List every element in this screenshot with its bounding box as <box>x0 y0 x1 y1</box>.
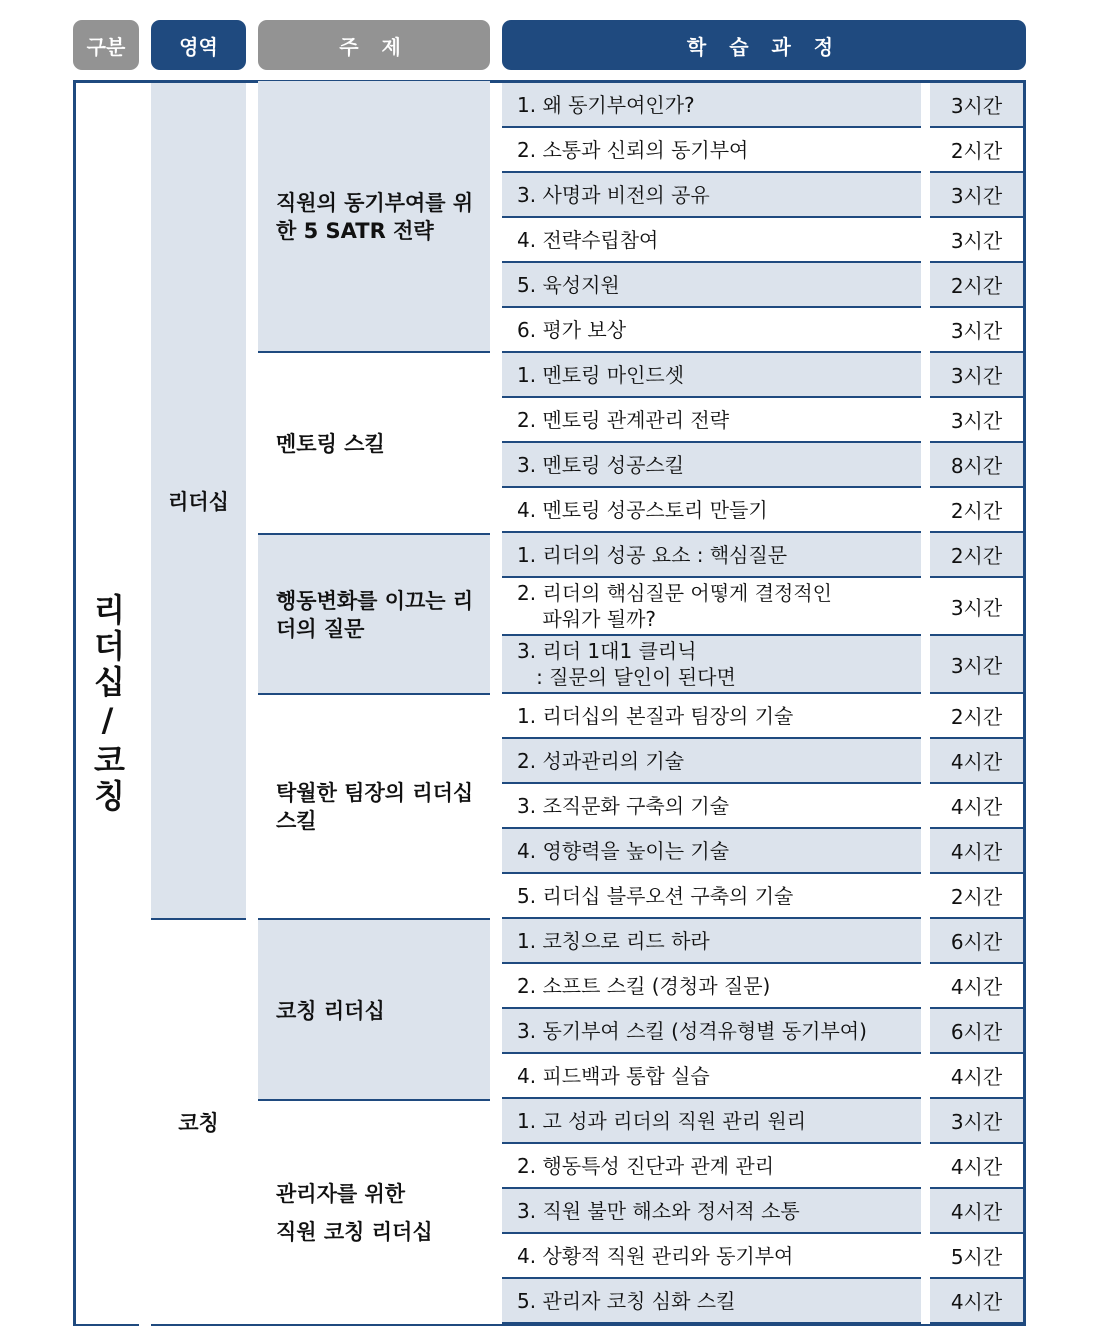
table-bottom-border <box>73 1324 139 1326</box>
table-right-border <box>1023 80 1026 1326</box>
lesson-title: 3. 사명과 비전의 공유 <box>502 173 921 218</box>
lesson-hours: 3시간 <box>930 83 1023 128</box>
lesson-title: 2. 성과관리의 기술 <box>502 739 921 784</box>
topic-questions: 행동변화를 이끄는 리더의 질문 <box>258 533 490 695</box>
lesson-hours: 3시간 <box>930 308 1023 353</box>
table-bottom-border-right <box>151 1324 1026 1326</box>
lesson-hours: 6시간 <box>930 1009 1023 1054</box>
lesson-hours: 3시간 <box>930 353 1023 398</box>
lesson-title: 4. 전략수립참여 <box>502 218 921 263</box>
lesson-hours: 2시간 <box>930 694 1023 739</box>
lesson-title: 2. 리더의 핵심질문 어떻게 결정적인 파워가 될까? <box>502 578 921 636</box>
area-coaching: 코칭 <box>178 1111 219 1135</box>
lesson-hours: 4시간 <box>930 1279 1023 1324</box>
lesson-title: 2. 소프트 스킬 (경청과 질문) <box>502 964 921 1009</box>
lesson-title: 4. 영향력을 높이는 기술 <box>502 829 921 874</box>
lesson-hours: 3시간 <box>930 173 1023 218</box>
lesson-hours: 5시간 <box>930 1234 1023 1279</box>
lesson-hours: 8시간 <box>930 443 1023 488</box>
lesson-hours: 2시간 <box>930 874 1023 919</box>
lesson-title: 2. 행동특성 진단과 관계 관리 <box>502 1144 921 1189</box>
header-area: 영역 <box>151 20 246 70</box>
topic-coaching-leadership: 코칭 리더십 <box>258 918 490 1101</box>
header-course: 학 습 과 정 <box>502 20 1026 70</box>
lesson-title: 4. 피드백과 통합 실습 <box>502 1054 921 1099</box>
lesson-title: 3. 동기부여 스킬 (성격유형별 동기부여) <box>502 1009 921 1054</box>
lesson-title: 3. 리더 1대1 클리닉 : 질문의 달인이 된다면 <box>502 636 921 694</box>
lesson-title: 4. 상황적 직원 관리와 동기부여 <box>502 1234 921 1279</box>
lesson-hours: 4시간 <box>930 964 1023 1009</box>
lesson-title: 5. 리더십 블루오션 구축의 기술 <box>502 874 921 919</box>
lesson-hours: 3시간 <box>930 1099 1023 1144</box>
lesson-hours: 2시간 <box>930 533 1023 578</box>
category-label: 리더십/코칭 <box>88 592 127 815</box>
header-topic: 주 제 <box>258 20 490 70</box>
lesson-hours: 3시간 <box>930 578 1023 636</box>
lesson-title: 2. 멘토링 관계관리 전략 <box>502 398 921 443</box>
lesson-hours: 4시간 <box>930 1144 1023 1189</box>
lesson-title: 5. 육성지원 <box>502 263 921 308</box>
lesson-hours: 4시간 <box>930 784 1023 829</box>
lesson-hours: 2시간 <box>930 488 1023 533</box>
lesson-hours: 3시간 <box>930 218 1023 263</box>
lesson-title: 1. 왜 동기부여인가? <box>502 83 921 128</box>
lesson-title: 1. 리더십의 본질과 팀장의 기술 <box>502 694 921 739</box>
lesson-hours: 4시간 <box>930 1054 1023 1099</box>
lesson-title: 4. 멘토링 성공스토리 만들기 <box>502 488 921 533</box>
topic-motivation: 직원의 동기부여를 위한 5 SATR 전략 <box>258 81 490 353</box>
lesson-hours: 3시간 <box>930 636 1023 694</box>
lesson-hours: 3시간 <box>930 398 1023 443</box>
lesson-title: 1. 고 성과 리더의 직원 관리 원리 <box>502 1099 921 1144</box>
lesson-title: 2. 소통과 신뢰의 동기부여 <box>502 128 921 173</box>
lesson-hours: 4시간 <box>930 829 1023 874</box>
topic-manager-coaching: 관리자를 위한 직원 코칭 리더십 <box>258 1099 490 1324</box>
lesson-hours: 2시간 <box>930 263 1023 308</box>
lesson-title: 1. 코칭으로 리드 하라 <box>502 919 921 964</box>
lesson-title: 3. 멘토링 성공스킬 <box>502 443 921 488</box>
lesson-title: 6. 평가 보상 <box>502 308 921 353</box>
topic-mentoring: 멘토링 스킬 <box>258 351 490 534</box>
lesson-title: 1. 멘토링 마인드셋 <box>502 353 921 398</box>
lesson-hours: 4시간 <box>930 739 1023 784</box>
area-leadership: 리더십 <box>151 83 246 918</box>
lesson-title: 5. 관리자 코칭 심화 스킬 <box>502 1279 921 1324</box>
lesson-hours: 6시간 <box>930 919 1023 964</box>
lesson-title: 3. 직원 불만 해소와 정서적 소통 <box>502 1189 921 1234</box>
lesson-title: 1. 리더의 성공 요소 : 핵심질문 <box>502 533 921 578</box>
lesson-hours: 4시간 <box>930 1189 1023 1234</box>
topic-team-leader: 탁월한 팀장의 리더십 스킬 <box>258 693 490 919</box>
header-category: 구분 <box>73 20 139 70</box>
lesson-title: 3. 조직문화 구축의 기술 <box>502 784 921 829</box>
lesson-hours: 2시간 <box>930 128 1023 173</box>
